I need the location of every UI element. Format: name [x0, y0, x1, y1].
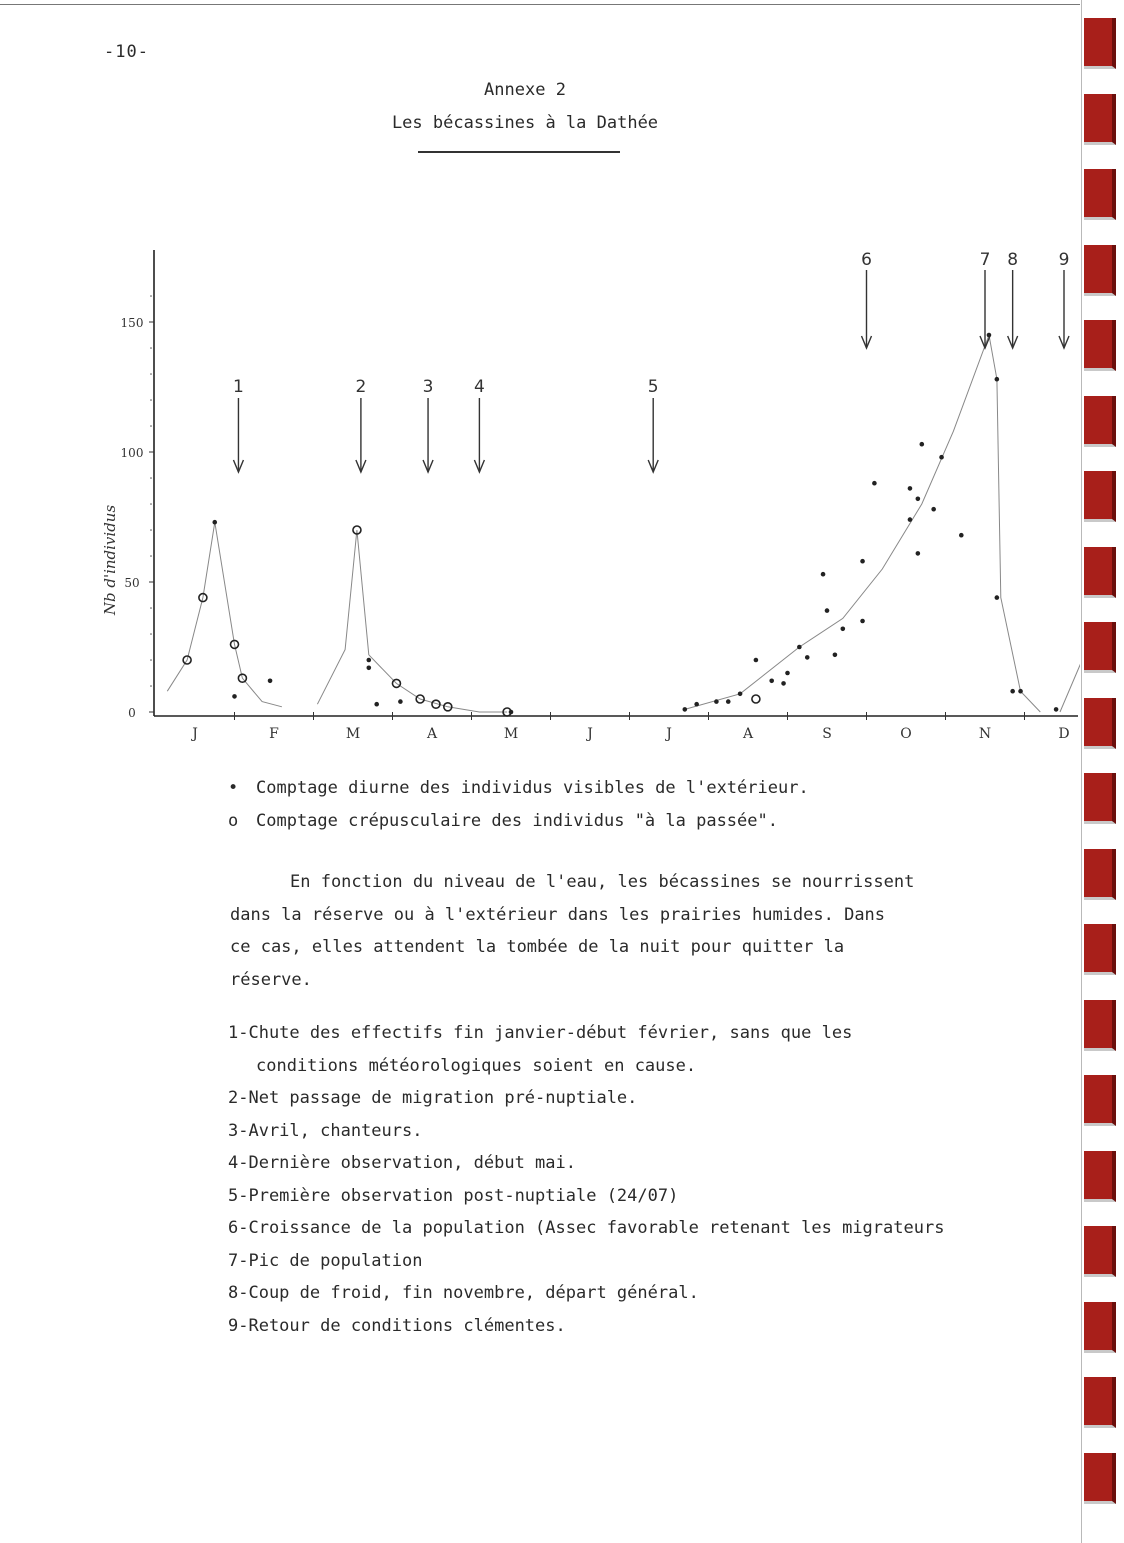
- day-count-point: [841, 627, 846, 632]
- binding-ring: [1084, 245, 1116, 296]
- day-count-point: [931, 507, 936, 512]
- trend-curve: [317, 530, 507, 712]
- x-month-label: O: [900, 726, 912, 742]
- paragraph-line: dans la réserve ou à l'extérieur dans les prairies humides. Dans: [230, 904, 886, 925]
- day-count-point: [959, 533, 964, 538]
- y-axis-ticks: [121, 295, 154, 720]
- binding-ring: [1084, 1226, 1116, 1277]
- binding-ring: [1084, 1151, 1116, 1202]
- note-item: 5-Première observation post-nuptiale (24/07): [228, 1185, 679, 1206]
- binding-ring: [1084, 1377, 1116, 1428]
- legend-day-text: Comptage diurne des individus visibles de l'extérieur.: [256, 778, 809, 798]
- dusk-count-point: [752, 695, 760, 703]
- day-count-point: [908, 486, 913, 491]
- day-count-point: [1010, 689, 1015, 694]
- note-item: 4-Dernière observation, début mai.: [228, 1153, 576, 1173]
- note-item: 9-Retour de conditions clémentes.: [228, 1315, 566, 1336]
- binding-ring: [1084, 1000, 1116, 1051]
- data-points: [183, 333, 1080, 716]
- day-count-point: [374, 702, 379, 707]
- day-count-point: [714, 699, 719, 704]
- day-count-point: [268, 679, 273, 684]
- binding-ring: [1084, 1302, 1116, 1353]
- y-tick-label: 100: [120, 446, 144, 460]
- day-count-point: [860, 559, 865, 564]
- event-number-label: 5: [647, 377, 659, 397]
- note-item: 3-Avril, chanteurs.: [228, 1120, 423, 1141]
- y-minor-tick: [150, 529, 152, 531]
- event-notes-list: [228, 1017, 1078, 1342]
- paragraph-line: En fonction du niveau de l'eau, les bécassines se nourrissent: [290, 872, 915, 892]
- binding-ring: [1084, 18, 1116, 69]
- legend-dusk-text: Comptage crépusculaire des individus "à la passée".: [256, 811, 778, 831]
- x-month-label: A: [742, 726, 754, 742]
- y-tick-label: 150: [120, 316, 144, 330]
- day-count-point: [738, 692, 743, 697]
- day-count-point: [781, 681, 786, 686]
- note-item-continued: conditions météorologiques soient en cause.: [256, 1055, 697, 1076]
- y-minor-tick: [150, 633, 152, 635]
- note-item: 8-Coup de froid, fin novembre, départ général.: [228, 1283, 699, 1303]
- day-count-point: [987, 333, 992, 338]
- day-count-point: [1054, 707, 1059, 712]
- binding-ring: [1084, 169, 1116, 220]
- y-minor-tick: [150, 607, 152, 609]
- y-minor-tick: [150, 477, 152, 479]
- binding-ring: [1084, 773, 1116, 824]
- y-minor-tick: [150, 347, 152, 349]
- x-month-label: J: [587, 726, 593, 742]
- day-count-point: [754, 658, 759, 663]
- event-arrows: [233, 250, 1069, 472]
- dot-marker-icon: •: [228, 778, 239, 798]
- chart-axes: [154, 250, 1078, 716]
- binding-ring: [1084, 547, 1116, 598]
- day-count-point: [797, 645, 802, 650]
- trend-curve: [1060, 600, 1080, 712]
- becassines-chart: [0, 0, 1080, 760]
- day-count-point: [367, 658, 372, 663]
- day-count-point: [212, 520, 217, 525]
- event-number-label: 9: [1058, 250, 1070, 270]
- event-number-label: 6: [861, 250, 872, 270]
- y-axis-label: Nb d'individus: [101, 504, 119, 616]
- binding-edge: [1081, 0, 1082, 1543]
- day-count-point: [995, 377, 1000, 382]
- x-month-label: M: [503, 726, 519, 742]
- y-minor-tick: [150, 659, 152, 661]
- spiral-binding: [1081, 0, 1124, 1543]
- binding-ring: [1084, 849, 1116, 900]
- x-month-label: S: [822, 726, 832, 742]
- annex-title: Annexe 2: [484, 80, 566, 100]
- note-item: 6-Croissance de la population (Assec favorable retenant les migrateurs: [228, 1218, 945, 1238]
- trend-curve: [167, 522, 282, 707]
- day-count-point: [872, 481, 877, 486]
- note-item: 2-Net passage de migration pré-nuptiale.: [228, 1088, 638, 1108]
- note-item: 1-Chute des effectifs fin janvier-début février, sans que les: [228, 1023, 853, 1043]
- circle-marker-icon: o: [228, 811, 239, 831]
- day-count-point: [398, 699, 403, 704]
- trend-curve: [685, 335, 1041, 712]
- event-number-label: 7: [979, 250, 991, 270]
- event-number-label: 1: [233, 377, 244, 397]
- day-count-point: [694, 702, 699, 707]
- y-tick-label: 50: [124, 576, 140, 590]
- binding-ring: [1084, 924, 1116, 975]
- day-count-point: [785, 671, 790, 676]
- binding-ring: [1084, 622, 1116, 673]
- x-month-label: F: [269, 726, 279, 742]
- binding-ring: [1084, 396, 1116, 447]
- day-count-point: [833, 653, 838, 658]
- y-minor-tick: [150, 555, 152, 557]
- day-count-point: [726, 699, 731, 704]
- day-count-point: [1018, 689, 1023, 694]
- event-number-label: 3: [422, 377, 434, 397]
- x-month-label: J: [192, 726, 198, 742]
- binding-ring: [1084, 698, 1116, 749]
- event-number-label: 4: [473, 377, 485, 397]
- day-count-point: [920, 442, 925, 447]
- legend-dusk: [228, 811, 778, 831]
- event-number-label: 2: [355, 377, 367, 397]
- day-count-point: [939, 455, 944, 460]
- x-month-label: A: [426, 726, 438, 742]
- y-minor-tick: [150, 399, 152, 401]
- day-count-point: [908, 517, 913, 522]
- legend-day: [228, 778, 809, 798]
- binding-ring: [1084, 320, 1116, 371]
- y-minor-tick: [150, 685, 152, 687]
- y-minor-tick: [150, 425, 152, 427]
- day-count-point: [769, 679, 774, 684]
- y-minor-tick: [150, 503, 152, 505]
- day-count-point: [995, 595, 1000, 600]
- day-count-point: [232, 694, 237, 699]
- day-count-point: [825, 608, 830, 613]
- x-month-label: N: [978, 726, 992, 742]
- y-minor-tick: [150, 295, 152, 297]
- binding-ring: [1084, 94, 1116, 145]
- day-count-point: [916, 551, 921, 556]
- day-count-point: [683, 707, 688, 712]
- note-item: 7-Pic de population: [228, 1250, 423, 1271]
- day-count-point: [367, 666, 372, 671]
- x-month-label: D: [1058, 726, 1070, 742]
- x-month-label: J: [666, 726, 672, 742]
- day-count-point: [821, 572, 826, 577]
- day-count-point: [916, 497, 921, 502]
- binding-ring: [1084, 1075, 1116, 1126]
- trend-curves: [167, 335, 1080, 712]
- y-tick-label: 0: [128, 706, 136, 720]
- day-count-point: [805, 655, 810, 660]
- binding-ring: [1084, 1453, 1116, 1504]
- event-number-label: 8: [1007, 250, 1019, 270]
- explanation-paragraph: [230, 866, 1030, 996]
- paragraph-line: ce cas, elles attendent la tombée de la nuit pour quitter la: [230, 937, 845, 957]
- day-count-point: [860, 619, 865, 624]
- binding-ring: [1084, 471, 1116, 522]
- y-minor-tick: [150, 373, 152, 375]
- x-month-label: M: [345, 726, 361, 742]
- annex-subtitle: Les bécassines à la Dathée: [391, 113, 659, 133]
- paragraph-line: réserve.: [230, 969, 312, 990]
- page-number: -10-: [104, 42, 149, 62]
